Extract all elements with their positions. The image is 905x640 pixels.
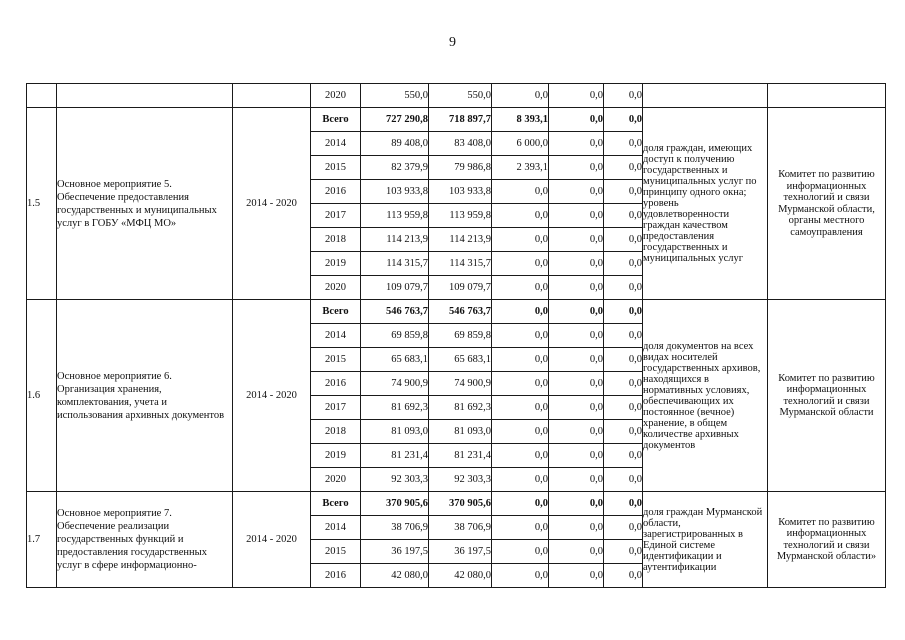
total-cell: 81 231,4 [361,444,429,468]
period-cell [233,84,311,108]
period-cell: 2014 - 2020 [233,300,311,492]
regional-cell: 114 315,7 [429,252,492,276]
responsible-cell: Комитет по развитию информационных технологий и связи Мурманской области» [768,492,886,588]
municipal-cell: 0,0 [549,492,604,516]
municipal-cell: 0,0 [549,540,604,564]
name-cell: Основное мероприятие 6. Организация хранения, комплектования, учета и использования архивных документов [57,300,233,492]
year-cell: Всего [311,492,361,516]
municipal-cell: 0,0 [549,204,604,228]
municipal-cell: 0,0 [549,372,604,396]
other-cell: 0,0 [604,492,643,516]
federal-cell: 0,0 [492,468,549,492]
total-cell: 114 213,9 [361,228,429,252]
regional-cell: 718 897,7 [429,108,492,132]
federal-cell: 0,0 [492,372,549,396]
year-cell: Всего [311,300,361,324]
period-cell: 2014 - 2020 [233,108,311,300]
total-cell: 89 408,0 [361,132,429,156]
federal-cell: 0,0 [492,444,549,468]
year-cell: 2017 [311,204,361,228]
other-cell: 0,0 [604,300,643,324]
municipal-cell: 0,0 [549,156,604,180]
total-cell: 727 290,8 [361,108,429,132]
period-cell: 2014 - 2020 [233,492,311,588]
federal-cell: 8 393,1 [492,108,549,132]
federal-cell: 0,0 [492,84,549,108]
municipal-cell: 0,0 [549,468,604,492]
other-cell: 0,0 [604,132,643,156]
municipal-cell: 0,0 [549,516,604,540]
other-cell: 0,0 [604,468,643,492]
name-cell [57,84,233,108]
total-cell: 92 303,3 [361,468,429,492]
year-cell: 2016 [311,372,361,396]
federal-cell: 0,0 [492,324,549,348]
total-cell: 103 933,8 [361,180,429,204]
index-cell: 1.6 [27,300,57,492]
other-cell: 0,0 [604,396,643,420]
regional-cell: 38 706,9 [429,516,492,540]
regional-cell: 79 986,8 [429,156,492,180]
federal-cell: 0,0 [492,252,549,276]
municipal-cell: 0,0 [549,396,604,420]
municipal-cell: 0,0 [549,180,604,204]
regional-cell: 103 933,8 [429,180,492,204]
total-cell: 65 683,1 [361,348,429,372]
federal-cell: 0,0 [492,300,549,324]
other-cell: 0,0 [604,84,643,108]
year-cell: Всего [311,108,361,132]
municipal-cell: 0,0 [549,108,604,132]
other-cell: 0,0 [604,252,643,276]
total-cell: 81 692,3 [361,396,429,420]
municipal-cell: 0,0 [549,348,604,372]
regional-cell: 81 231,4 [429,444,492,468]
federal-cell: 6 000,0 [492,132,549,156]
year-cell: 2015 [311,540,361,564]
year-cell: 2019 [311,252,361,276]
total-cell: 113 959,8 [361,204,429,228]
regional-cell: 81 692,3 [429,396,492,420]
table-row [27,300,886,324]
federal-cell: 0,0 [492,540,549,564]
regional-cell: 113 959,8 [429,204,492,228]
year-cell: 2016 [311,180,361,204]
year-cell: 2020 [311,84,361,108]
page-number: 9 [449,35,456,50]
regional-cell: 546 763,7 [429,300,492,324]
name-cell: Основное мероприятие 7. Обеспечение реализации государственных функций и предоставления государственных услуг в сфере информационно- [57,492,233,588]
budget-table [26,83,886,588]
year-cell: 2018 [311,228,361,252]
year-cell: 2016 [311,564,361,588]
regional-cell: 36 197,5 [429,540,492,564]
regional-cell: 74 900,9 [429,372,492,396]
regional-cell: 92 303,3 [429,468,492,492]
other-cell: 0,0 [604,348,643,372]
federal-cell: 0,0 [492,516,549,540]
table-row [27,492,886,516]
year-cell: 2015 [311,156,361,180]
federal-cell: 2 393,1 [492,156,549,180]
responsible-cell: Комитет по развитию информационных технологий и связи Мурманской области [768,300,886,492]
other-cell: 0,0 [604,444,643,468]
indicator-cell: доля граждан Мурманской области, зарегистрированных в Единой системе идентификации и аутентификации [643,492,768,588]
regional-cell: 109 079,7 [429,276,492,300]
regional-cell: 42 080,0 [429,564,492,588]
table-row [27,108,886,132]
year-cell: 2019 [311,444,361,468]
total-cell: 114 315,7 [361,252,429,276]
total-cell: 42 080,0 [361,564,429,588]
year-cell: 2014 [311,324,361,348]
indicator-cell [643,84,768,108]
municipal-cell: 0,0 [549,324,604,348]
table-row [27,84,886,108]
municipal-cell: 0,0 [549,132,604,156]
year-cell: 2015 [311,348,361,372]
name-cell: Основное мероприятие 5. Обеспечение предоставления государственных и муниципальных услуг в ГОБУ «МФЦ МО» [57,108,233,300]
regional-cell: 65 683,1 [429,348,492,372]
indicator-cell: доля документов на всех видах носителей государственных архивов, находящихся в нормативных условиях, обеспечивающих их постоянное (вечное) хранение, в общем количестве архивных документов [643,300,768,492]
other-cell: 0,0 [604,516,643,540]
total-cell: 546 763,7 [361,300,429,324]
regional-cell: 550,0 [429,84,492,108]
total-cell: 69 859,8 [361,324,429,348]
year-cell: 2020 [311,276,361,300]
total-cell: 550,0 [361,84,429,108]
other-cell: 0,0 [604,228,643,252]
year-cell: 2014 [311,132,361,156]
regional-cell: 114 213,9 [429,228,492,252]
municipal-cell: 0,0 [549,420,604,444]
municipal-cell: 0,0 [549,444,604,468]
total-cell: 109 079,7 [361,276,429,300]
federal-cell: 0,0 [492,204,549,228]
indicator-cell: доля граждан, имеющих доступ к получению государственных и муниципальных услуг по принципу одного окна; уровень удовлетворенности граждан качеством предоставления государственных и муниципальных услуг [643,108,768,300]
table-body [27,84,886,588]
municipal-cell: 0,0 [549,228,604,252]
federal-cell: 0,0 [492,564,549,588]
regional-cell: 69 859,8 [429,324,492,348]
year-cell: 2020 [311,468,361,492]
total-cell: 81 093,0 [361,420,429,444]
municipal-cell: 0,0 [549,300,604,324]
index-cell: 1.5 [27,108,57,300]
other-cell: 0,0 [604,420,643,444]
year-cell: 2018 [311,420,361,444]
federal-cell: 0,0 [492,180,549,204]
responsible-cell [768,84,886,108]
total-cell: 36 197,5 [361,540,429,564]
municipal-cell: 0,0 [549,564,604,588]
regional-cell: 370 905,6 [429,492,492,516]
municipal-cell: 0,0 [549,276,604,300]
other-cell: 0,0 [604,180,643,204]
other-cell: 0,0 [604,564,643,588]
federal-cell: 0,0 [492,396,549,420]
total-cell: 38 706,9 [361,516,429,540]
year-cell: 2014 [311,516,361,540]
federal-cell: 0,0 [492,492,549,516]
total-cell: 82 379,9 [361,156,429,180]
other-cell: 0,0 [604,108,643,132]
other-cell: 0,0 [604,204,643,228]
total-cell: 370 905,6 [361,492,429,516]
other-cell: 0,0 [604,156,643,180]
federal-cell: 0,0 [492,348,549,372]
index-cell: 1.7 [27,492,57,588]
index-cell [27,84,57,108]
other-cell: 0,0 [604,540,643,564]
total-cell: 74 900,9 [361,372,429,396]
regional-cell: 83 408,0 [429,132,492,156]
other-cell: 0,0 [604,324,643,348]
federal-cell: 0,0 [492,276,549,300]
federal-cell: 0,0 [492,420,549,444]
other-cell: 0,0 [604,276,643,300]
municipal-cell: 0,0 [549,84,604,108]
federal-cell: 0,0 [492,228,549,252]
municipal-cell: 0,0 [549,252,604,276]
other-cell: 0,0 [604,372,643,396]
responsible-cell: Комитет по развитию информационных технологий и связи Мурманской области, органы местного самоуправления [768,108,886,300]
regional-cell: 81 093,0 [429,420,492,444]
year-cell: 2017 [311,396,361,420]
